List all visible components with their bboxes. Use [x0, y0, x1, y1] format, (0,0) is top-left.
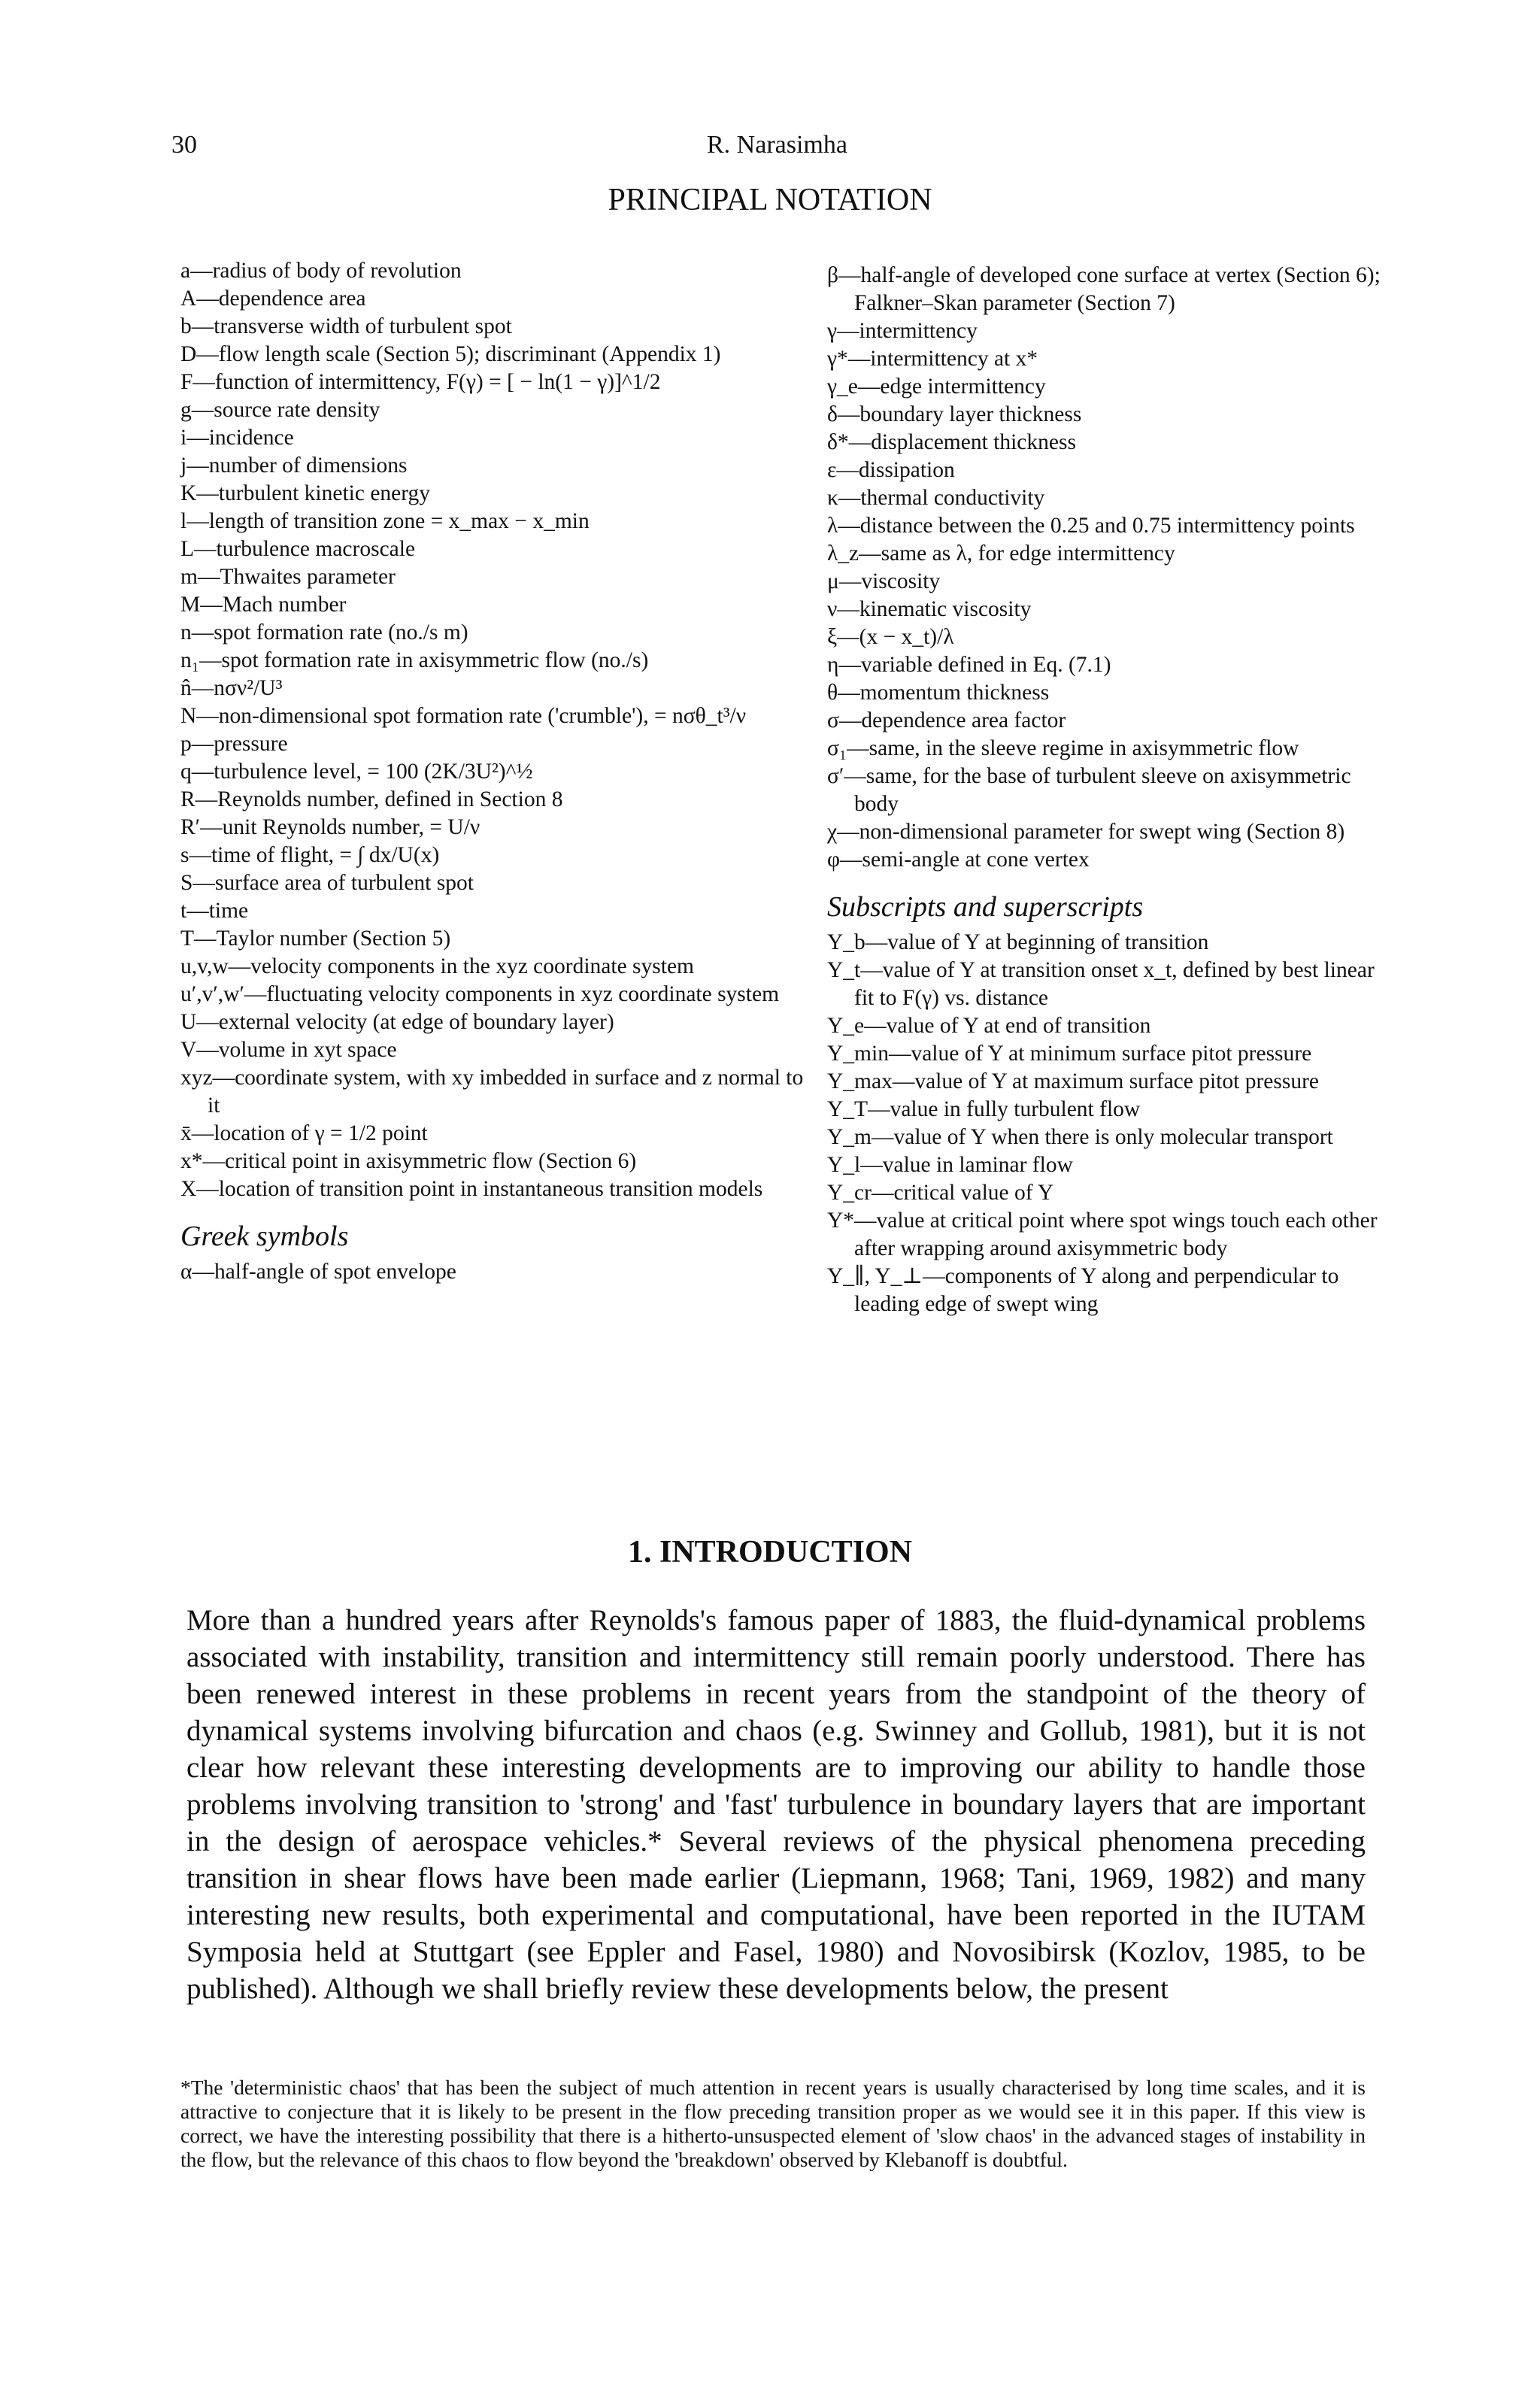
notation-entry: g—source rate density [180, 398, 380, 422]
subscript-entry: Y_m—value of Y when there is only molecular transport [827, 1125, 1333, 1149]
footnote: *The 'deterministic chaos' that has been the subject of much attention in recent years is usually characterised by long time scales, and it is attractive to conjecture that it is likely to be present in the flow preceding transition proper as we would see it in this paper. If this view is correct, we have the interesting possibility that there is a hitherto-unsuspected element of 'slow chaos' in the advanced stages of instability in the flow, but the relevance of this chaos to flow beyond the 'breakdown' observed by Klebanoff is doubtful. [180, 2076, 1366, 2171]
notation-entry: ε—dissipation [827, 458, 955, 482]
page-number: 30 [171, 131, 197, 159]
notation-entry: m—Thwaites parameter [180, 565, 396, 589]
notation-entry: σ—dependence area factor [827, 708, 1066, 732]
subscript-entry: Y_t—value of Y at transition onset x_t, defined by best linear fit to F(γ) vs. distance [827, 958, 1375, 1010]
notation-entry: n̂—nσν²/U³ [180, 676, 283, 700]
notation-entry: σ′—same, for the base of turbulent sleeve on axisymmetric body [827, 764, 1351, 816]
notation-entry: i—incidence [180, 426, 294, 450]
greek-symbols-heading: Greek symbols [180, 1221, 349, 1252]
notation-entry: χ—non-dimensional parameter for swept wing (Section 8) [827, 820, 1345, 844]
notation-entry: l—length of transition zone = x_max − x_min [180, 509, 590, 533]
subscript-entry: Y_e—value of Y at end of transition [827, 1014, 1151, 1038]
notation-entry: κ—thermal conductivity [827, 486, 1045, 510]
greek-symbols-list [180, 1258, 812, 1286]
notation-entry: λ—distance between the 0.25 and 0.75 intermittency points [827, 514, 1355, 538]
notation-entry: S—surface area of turbulent spot [180, 871, 474, 895]
subscript-entry: Y_∥, Y_⊥—components of Y along and perpendicular to leading edge of swept wing [827, 1264, 1339, 1316]
notation-right-column [827, 262, 1391, 1318]
notation-left-column [180, 257, 812, 1286]
notation-entry: γ_e—edge intermittency [827, 375, 1046, 399]
subscript-entry: Y*—value at critical point where spot wings touch each other after wrapping around axisymmetric body [827, 1209, 1378, 1260]
notation-entry: δ*—displacement thickness [827, 430, 1076, 454]
notation-entry: q—turbulence level, = 100 (2K/3U²)^½ [180, 760, 533, 784]
notation-entry: xyz—coordinate system, with xy imbedded in surface and z normal to it [180, 1066, 804, 1118]
notation-entry: γ*—intermittency at x* [827, 347, 1038, 371]
subscript-entry: Y_l—value in laminar flow [827, 1153, 1073, 1177]
notation-entry: R—Reynolds number, defined in Section 8 [180, 787, 563, 811]
subscript-entry: Y_b—value of Y at beginning of transition [827, 930, 1209, 954]
notation-entry: ν—kinematic viscosity [827, 597, 1032, 621]
subscripts-heading: Subscripts and superscripts [827, 891, 1144, 923]
notation-right-list [827, 262, 1391, 874]
running-head: R. Narasimha [707, 131, 847, 159]
notation-entry: μ—viscosity [827, 569, 941, 593]
notation-entry: N—non-dimensional spot formation rate ('crumble'), = nσθ_t³/ν [180, 704, 747, 728]
subscript-entry: Y_T—value in fully turbulent flow [827, 1097, 1141, 1121]
notation-entry: σ₁—same, in the sleeve regime in axisymmetric flow [827, 736, 1299, 760]
notation-entry: A—dependence area [180, 287, 366, 311]
notation-entry: u,v,w—velocity components in the xyz coordinate system [180, 954, 694, 978]
notation-entry: θ—momentum thickness [827, 681, 1050, 705]
notation-entry: γ—intermittency [827, 319, 978, 343]
notation-entry: n₁—spot formation rate in axisymmetric flow (no./s) [180, 648, 649, 672]
subscripts-list [827, 929, 1391, 1318]
notation-entry: φ—semi-angle at cone vertex [827, 848, 1090, 872]
notation-entry: M—Mach number [180, 593, 347, 617]
subscript-entry: Y_max—value of Y at maximum surface pitot pressure [827, 1069, 1319, 1093]
notation-entry: b—transverse width of turbulent spot [180, 314, 512, 338]
notation-left-list [180, 257, 812, 1203]
notation-entry: a—radius of body of revolution [180, 259, 462, 283]
notation-entry: F—function of intermittency, F(γ) = [ − ln(1 − γ)]^1/2 [180, 370, 661, 394]
subscript-entry: Y_cr—critical value of Y [827, 1181, 1054, 1205]
notation-entry: R′—unit Reynolds number, = U/ν [180, 815, 480, 839]
notation-entry: L—turbulence macroscale [180, 537, 416, 561]
notation-entry: x̄—location of γ = 1/2 point [180, 1121, 428, 1145]
notation-entry: j—number of dimensions [180, 453, 408, 478]
notation-entry: λ_z—same as λ, for edge intermittency [827, 541, 1175, 566]
notation-entry: K—turbulent kinetic energy [180, 481, 431, 505]
greek-entry: α—half-angle of spot envelope [180, 1260, 456, 1284]
notation-entry: u′,v′,w′—fluctuating velocity components in xyz coordinate system [180, 982, 780, 1006]
notation-entry: p—pressure [180, 732, 288, 756]
introduction-body: More than a hundred years after Reynolds's famous paper of 1883, the fluid-dynamical problems associated with instability, transition and intermittency still remain poorly understood. There has been renewed interest in these problems in recent years from the standpoint of the theory of dynamical systems involving bifurcation and chaos (e.g. Swinney and Gollub, 1981), but it is not clear how relevant these interesting developments are to improving our ability to handle those problems involving transition to 'strong' and 'fast' turbulence in boundary layers that are important in the design of aerospace vehicles.* Several reviews of the physical phenomena preceding transition in shear flows have been made earlier (Liepmann, 1968; Tani, 1969, 1982) and many interesting new results, both experimental and computational, have been reported in the IUTAM Symposia held at Stuttgart (see Eppler and Fasel, 1980) and Novosibirsk (Kozlov, 1985, to be published). Although we shall briefly review these developments below, the present [186, 1604, 1366, 2005]
notation-entry: V—volume in xyt space [180, 1038, 397, 1062]
notation-entry: T—Taylor number (Section 5) [180, 927, 451, 951]
subscript-entry: Y_min—value of Y at minimum surface pitot pressure [827, 1042, 1312, 1066]
introduction-title: 1. INTRODUCTION [627, 1535, 913, 1570]
notation-entry: U—external velocity (at edge of boundary layer) [180, 1010, 614, 1034]
notation-entry: D—flow length scale (Section 5); discriminant (Appendix 1) [180, 342, 721, 366]
notation-entry: x*—critical point in axisymmetric flow (Section 6) [180, 1149, 637, 1173]
notation-entry: ξ—(x − x_t)/λ [827, 625, 954, 649]
notation-entry: X—location of transition point in instantaneous transition models [180, 1177, 763, 1201]
notation-entry: η—variable defined in Eq. (7.1) [827, 653, 1111, 677]
notation-title: PRINCIPAL NOTATION [608, 183, 932, 217]
notation-entry: s—time of flight, = ∫ dx/U(x) [180, 843, 440, 867]
notation-entry: δ—boundary layer thickness [827, 402, 1082, 426]
notation-entry: t—time [180, 899, 249, 923]
notation-entry: n—spot formation rate (no./s m) [180, 620, 468, 644]
notation-entry: β—half-angle of developed cone surface at vertex (Section 6); Falkner–Skan parameter (Section 7) [827, 263, 1381, 315]
